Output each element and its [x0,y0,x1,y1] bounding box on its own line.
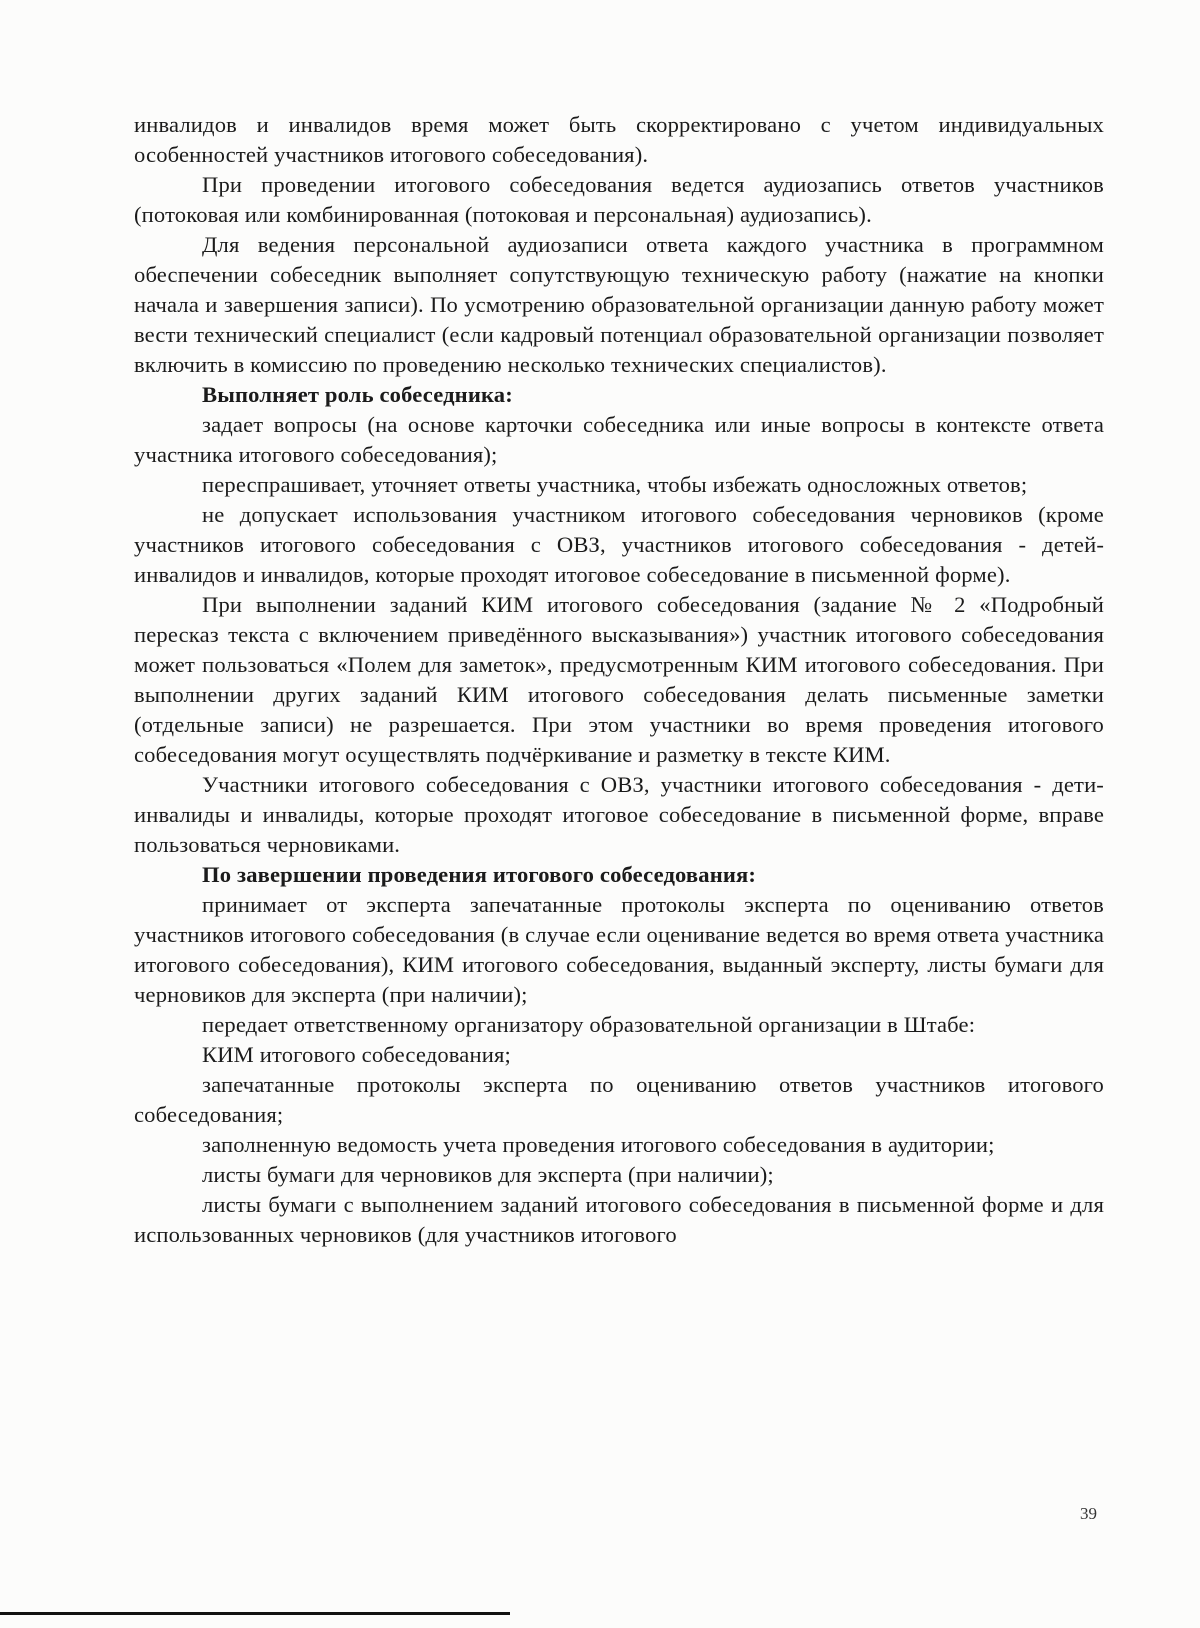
list-item: КИМ итогового собеседования; [202,1042,511,1067]
paragraph: Участники итогового собеседования с ОВЗ, участники итогового собеседования - дети-инвалиды и инвалиды, которые проходят итоговое собеседование в письменной форме, вправе пользоваться черновиками. [134,772,1104,857]
paragraph: Для ведения персональной аудиозаписи ответа каждого участника в программном обеспечении собеседник выполняет сопутствующую техническую работу (нажатие на кнопки начала и завершения записи). По усмотрению образовательной организации данную работу может вести технический специалист (если кадровый потенциал образовательной организации позволяет включить в комиссию по проведению несколько технических специалистов). [134,232,1104,377]
list-item: передает ответственному организатору образовательной организации в Штабе: [202,1012,976,1037]
section-heading: По завершении проведения итогового собеседования: [202,862,757,887]
page-number: 39 [1080,1504,1097,1523]
paragraph: При проведении итогового собеседования ведется аудиозапись ответов участников (потоковая или комбинированная (потоковая и персональная) аудиозапись). [134,172,1104,227]
paragraph: инвалидов и инвалидов время может быть скорректировано с учетом индивидуальных особенностей участников итогового собеседования). [134,112,1104,167]
list-item: задает вопросы (на основе карточки собеседника или иные вопросы в контексте ответа участника итогового собеседования); [134,412,1104,467]
scan-edge-divider [0,1612,510,1615]
list-item: листы бумаги с выполнением заданий итогового собеседования в письменной форме и для использованных черновиков (для участников итогового [134,1192,1104,1247]
list-item: запечатанные протоколы эксперта по оцениванию ответов участников итогового собеседования; [134,1072,1104,1127]
list-item: принимает от эксперта запечатанные протоколы эксперта по оцениванию ответов участников итогового собеседования (в случае если оценивание ведется во время ответа участника итогового собеседования), КИМ итогового собеседования, выданный эксперту, листы бумаги для черновиков для эксперта (при наличии); [134,892,1104,1007]
body-text [134,110,1104,1250]
paragraph: При выполнении заданий КИМ итогового собеседования (задание № 2 «Подробный пересказ текста с включением приведённого высказывания») участник итогового собеседования может пользоваться «Полем для заметок», предусмотренным КИМ итогового собеседования. При выполнении других заданий КИМ итогового собеседования делать письменные заметки (отдельные записи) не разрешается. При этом участники во время проведения итогового собеседования могут осуществлять подчёркивание и разметку в тексте КИМ. [134,592,1104,767]
list-item: переспрашивает, уточняет ответы участника, чтобы избежать односложных ответов; [202,472,1028,497]
list-item: не допускает использования участником итогового собеседования черновиков (кроме участников итогового собеседования с ОВЗ, участников итогового собеседования - детей-инвалидов и инвалидов, которые проходят итоговое собеседование в письменной форме). [134,502,1104,587]
list-item: заполненную ведомость учета проведения итогового собеседования в аудитории; [202,1132,995,1157]
section-heading: Выполняет роль собеседника: [202,382,513,407]
list-item: листы бумаги для черновиков для эксперта (при наличии); [202,1162,774,1187]
